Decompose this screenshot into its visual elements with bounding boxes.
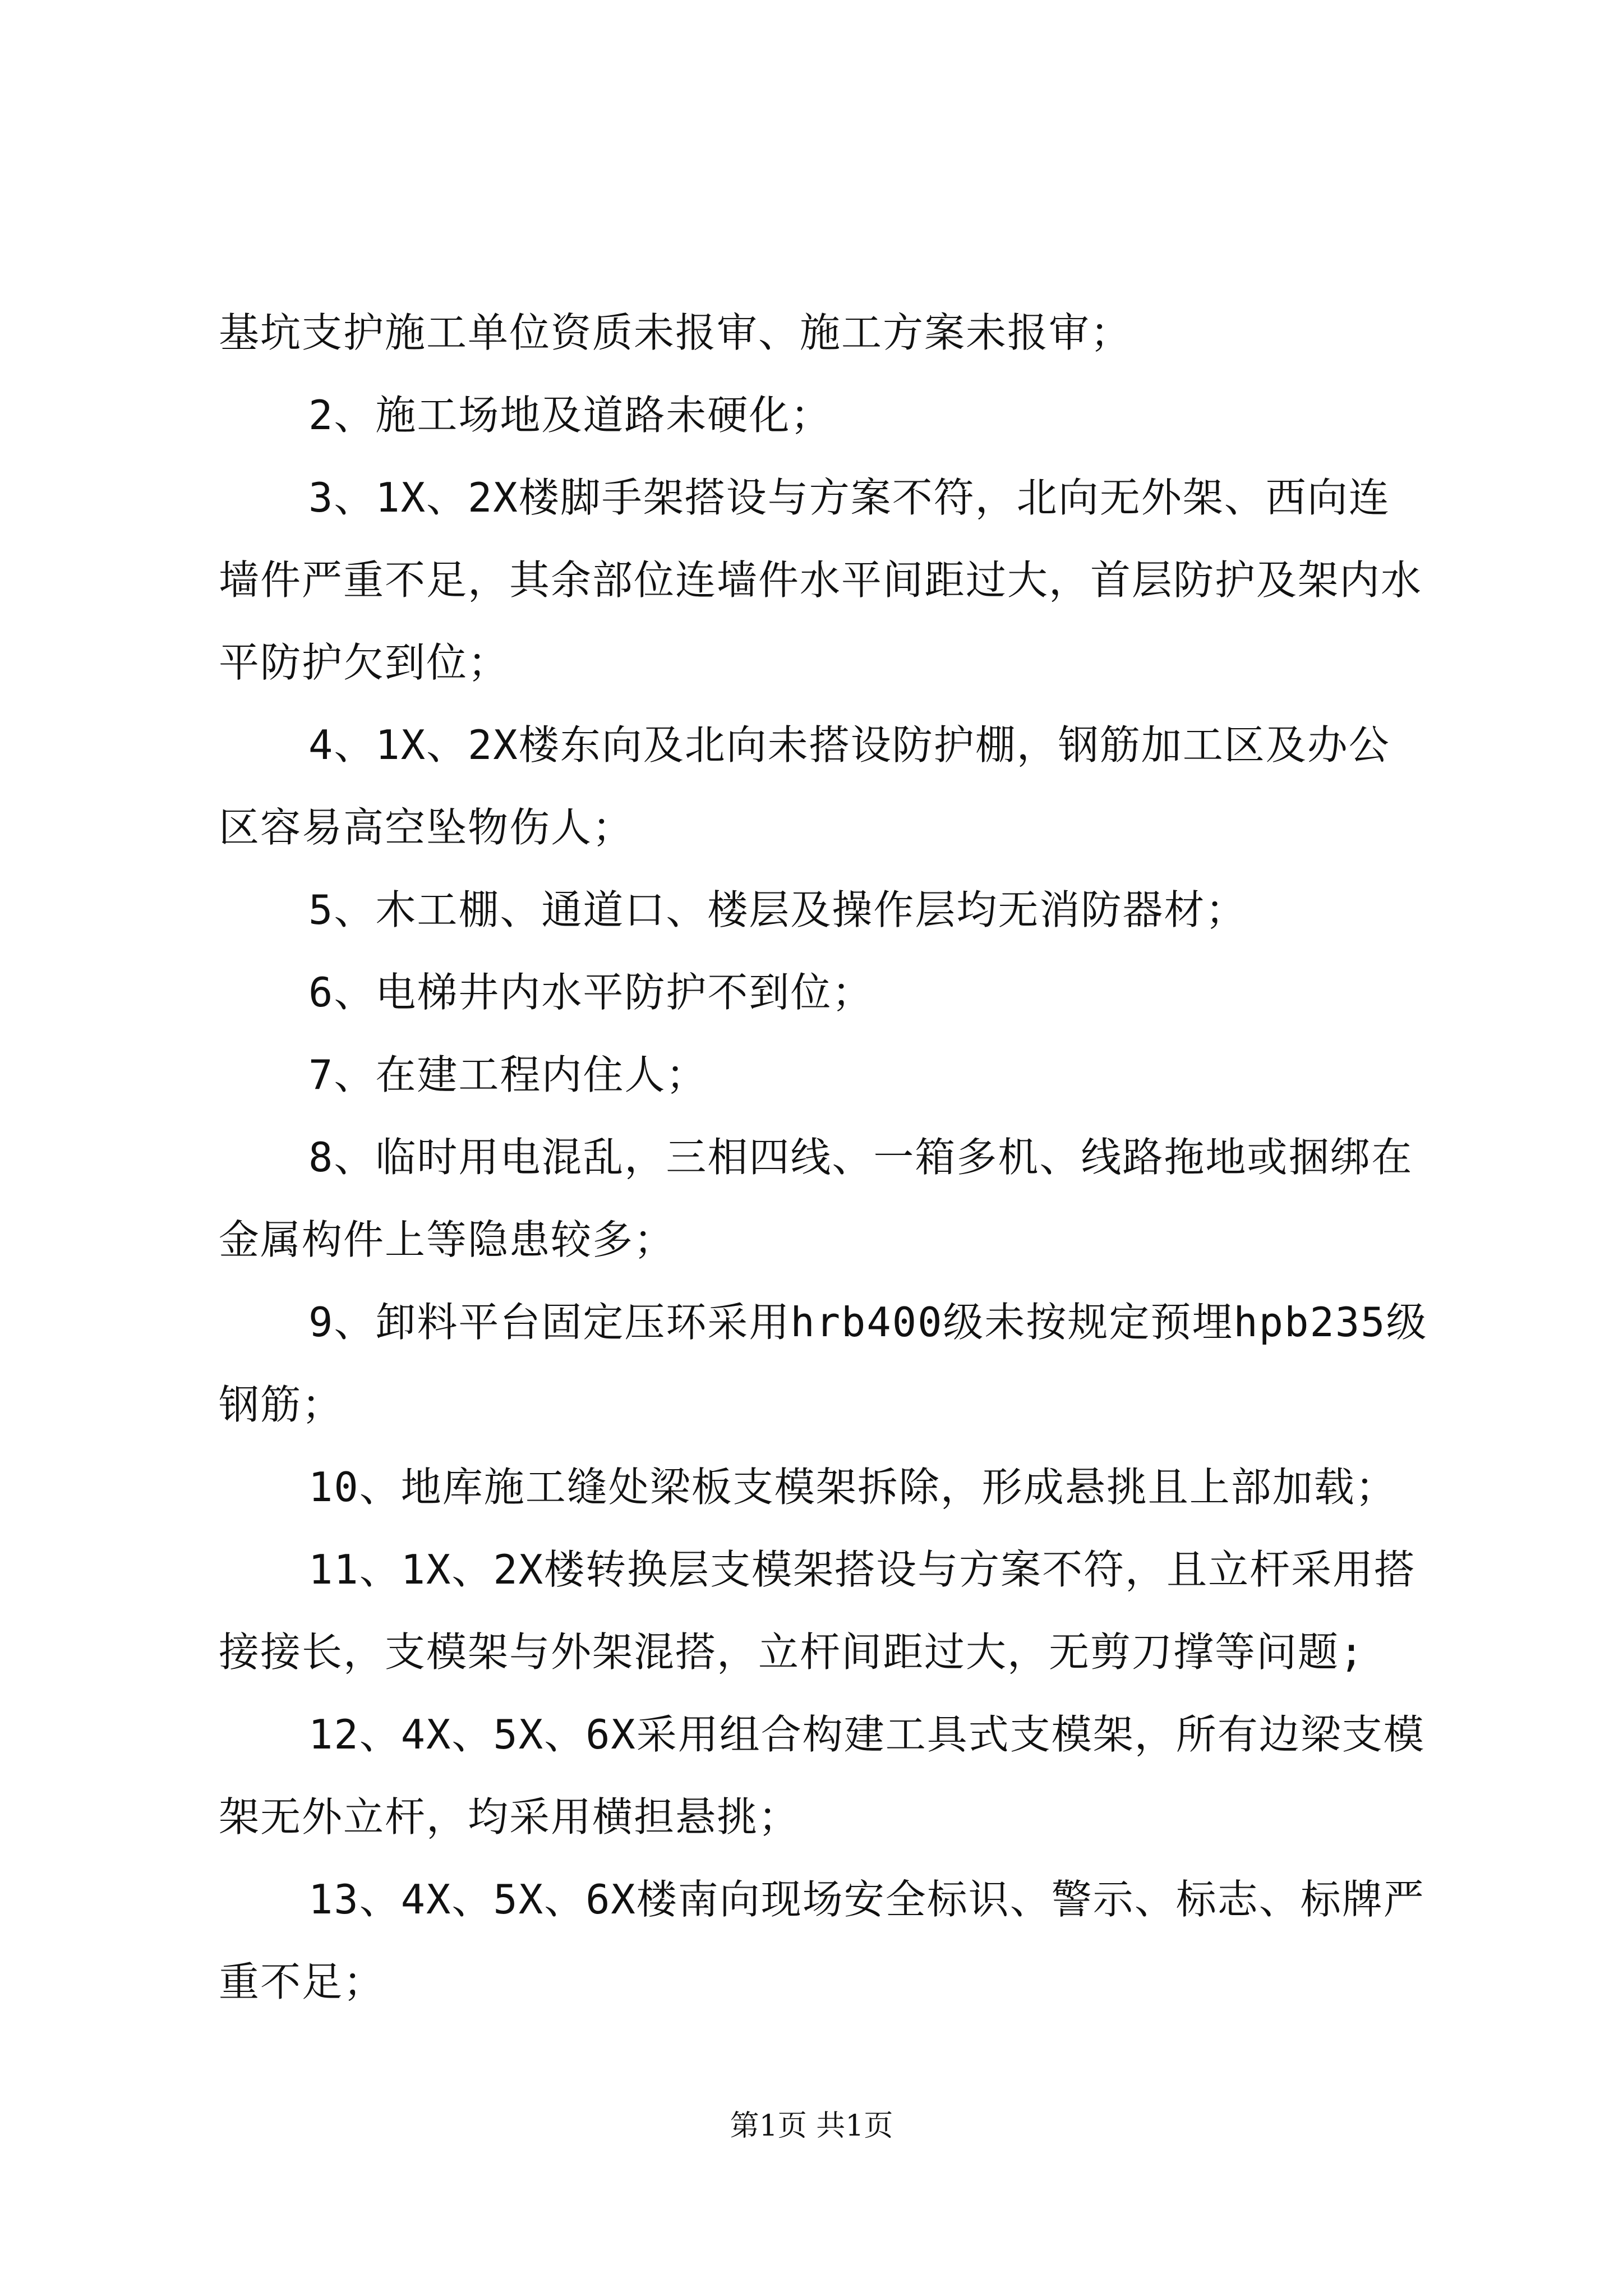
paragraph-continuation: 基坑支护施工单位资质未报审、施工方案未报审； [219,309,1132,356]
list-item: 2、施工场地及道路未硬化； [308,392,832,439]
list-item: 11、1X、2X楼转换层支模架搭设与方案不符，且立杆采用搭接接长，支模架与外架混搭，立杆间距过大，无剪刀撑等问题; [219,1546,1416,1676]
list-item: 3、1X、2X楼脚手架搭设与方案不符，北向无外架、西向连墙件严重不足，其余部位连墙件水平间距过大，首层防护及架内水平防护欠到位； [219,474,1423,686]
list-item: 6、电梯井内水平防护不到位； [308,969,874,1016]
list-item: 12、4X、5X、6X采用组合构建工具式支模架，所有边梁支模架无外立杆，均采用横担悬挑； [219,1711,1425,1841]
page-footer: 第1页 共1页 [730,2109,893,2143]
list-item: 7、在建工程内住人； [308,1051,708,1098]
list-item: 4、1X、2X楼东向及北向未搭设防护棚，钢筋加工区及办公区容易高空坠物伤人； [219,721,1390,851]
list-item: 5、木工棚、通道口、楼层及操作层均无消防器材； [308,886,1247,933]
document-body [219,292,1430,2023]
list-item: 9、卸料平台固定压环采用hrb400级未按规定预埋hpb235级钢筋； [219,1299,1428,1428]
list-item: 13、4X、5X、6X楼南向现场安全标识、警示、标志、标牌严重不足； [219,1876,1425,2005]
list-item: 10、地库施工缝处梁板支模架拆除，形成悬挑且上部加载； [308,1464,1397,1511]
list-item: 8、临时用电混乱，三相四线、一箱多机、线路拖地或捆绑在金属构件上等隐患较多； [219,1134,1413,1263]
